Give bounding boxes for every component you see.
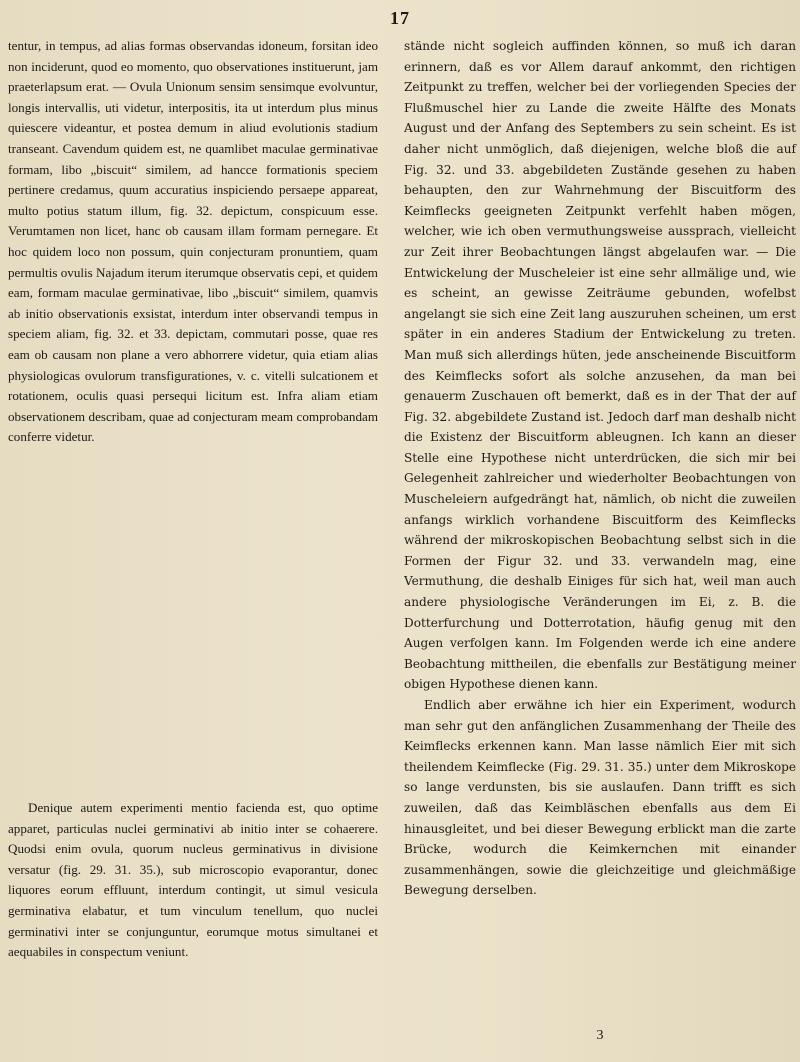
german-column: [404, 36, 796, 901]
latin-paragraph-2: Denique autem experimenti mentio facienda est, quo optime apparet, particulas nuclei germinativi ab initio inter se cohaerere. Quodsi enim ovula, quorum nucleus germinativus in divisione versatur (fig. 29. 31. 35.), sub microscopio evaporantur, donec liquores eorum effluunt, interdum contingit, ut simul vesicula germinativa elabatur, et tum vinculum tenellum, quo nuclei germinativi inter se conjunguntur, eorumque motus simultanei et aequabiles in conspectum veniunt.: [8, 800, 378, 960]
page-number: 17: [390, 8, 410, 28]
latin-paragraph-1: tentur, in tempus, ad alias formas observandas idoneum, forsitan ideo non inciderunt, quod eo momento, quo observationes instituerunt, jam praeterlapsum erat. — Ovula Unionum sensim sensimque evolvuntur, longis intervallis, uti videtur, interpositis, ita ut interdum plus minus quiescere videantur, et postea demum in aliud evolutionis stadium transeant. Cavendum quidem est, ne quamlibet maculae germinativae formam, libo „biscuit“ similem, ad hancce formationis speciem pertinere credamus, quum accuratius inspiciendo persaepe appareat, multo potius statum illum, fig. 32. depictum, conspicuum esse. Verumtamen non licet, hanc ob causam illam formam pernegare. Et hoc quidem loco non possum, quin conjecturam pronuntiem, quam permultis ovulis Najadum iterum iterumque observatis cepi, et quidem eam, formam maculae germinativae, libo „biscuit“ similem, quamvis ab initio observationis exsistat, interdum inter observandi tempus in speciem aliam, fig. 32. et 33. depictam, commutari posse, quae res eam ob causam non plane a vero abhorrere videtur, quia etiam alias physiologicas ovulorum transfigurationes, v. c. vitelli sulcationem et rotationem, oculis quasi persequi licitum est. Infra aliam etiam observationem describam, quae ad conjecturam meam comprobandam conferre videtur.: [8, 38, 378, 445]
signature-mark: 3: [596, 1028, 604, 1043]
german-paragraph-2: Endlich aber erwähne ich hier ein Experiment, wodurch man sehr gut den anfänglichen Zusammenhang der Theile des Keimflecks erkennen kann. Man lasse nämlich Eier mit sich theilendem Keimflecke (Fig. 29. 31. 35.) unter dem Mikroskope so lange verdunsten, bis sie auslaufen. Dann trifft es sich zuweilen, daß das Keimbläschen ebenfalls aus dem Ei hinausgleitet, und bei dieser Bewegung erblickt man die zarte Brücke, wodurch die Keimkernchen mit einander zusammenhängen, sowie die gleichzeitige und gleichmäßige Bewegung derselben.: [404, 698, 796, 898]
latin-column: [8, 36, 378, 448]
german-paragraph-1: stände nicht sogleich auffinden können, so muß ich daran erinnern, daß es vor Allem darauf ankommt, den richtigen Zeitpunkt zu treffen, welcher bei der vorliegenden Species der Flußmuschel hier zu Lande die zweite Hälfte des Monats August und der Anfang des Septembers zu sein scheint. Es ist daher nicht unmöglich, daß diejenigen, welche bloß die auf Fig. 32. und 33. abgebildeten Zustände gesehen zu haben behaupten, den zur Wahrnehmung der Biscuitform des Keimflecks geeigneten Zeitpunkt verfehlt haben mögen, welcher, wie ich oben vermuthungsweise aussprach, vielleicht zur Zeit ihrer Beobachtungen längst abgelaufen war. — Die Entwickelung der Muscheleier ist eine sehr allmälige und, wie es scheint, an gewisse Zeiträume gebunden, wofelbst angelangt sie sich eine Zeit lang auszuruhen scheinen, um erst später in ein anderes Stadium der Entwickelung zu treten. Man muß sich allerdings hüten, jede anscheinende Biscuitform des Keimflecks sofort als solche anzusehen, da man bei genauerm Zuschauen oft bemerkt, daß es in der That der auf Fig. 32. abgebildete Zustand ist. Jedoch darf man deshalb nicht die Existenz der Biscuitform ableugnen. Ich kann an dieser Stelle eine Hypothese nicht unterdrücken, die sich mir bei Gelegenheit zahlreicher und wiederholter Beobachtungen von Muscheleiern aufgedrängt hat, nämlich, ob nicht die zuweilen anfangs wirklich vorhandene Biscuitform des Keimflecks während der mikroskopischen Beobachtung selbst sich in die Formen der Figur 32. und 33. verwandeln mag, eine Vermuthung, die deshalb Einiges für sich hat, weil man auch andere physiologische Veränderungen im Ei, z. B. die Dotterfurchung und Dotterrotation, häufig genug mit den Augen verfolgen kann. Im Folgenden werde ich eine andere Beobachtung mittheilen, die ebenfalls zur Bestätigung meiner obigen Hypothese dienen kann.: [404, 39, 796, 692]
latin-column-lower: [8, 798, 378, 963]
